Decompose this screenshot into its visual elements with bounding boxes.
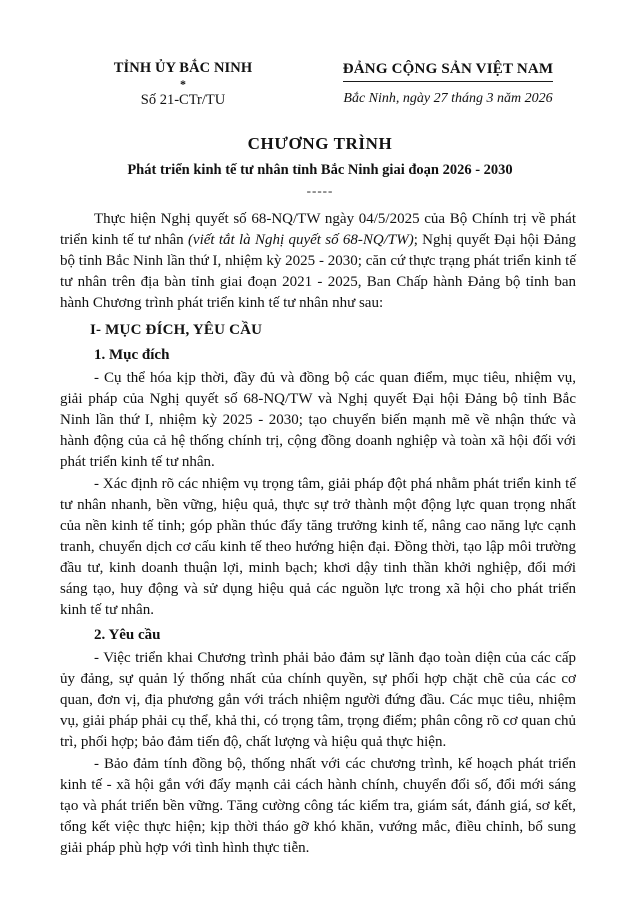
star-separator-icon: * — [180, 76, 186, 91]
national-title: ĐẢNG CỘNG SẢN VIỆT NAM — [343, 61, 554, 82]
issuing-organization: TỈNH ỦY BẮC NINH — [113, 60, 253, 76]
page-title: CHƯƠNG TRÌNH — [247, 134, 393, 154]
title-block — [0, 133, 640, 197]
purpose-paragraph-2: - Xác định rõ các nhiệm vụ trọng tâm, giải pháp đột phá nhằm phát triển kinh tế tư nhân nhanh, bền vững, hiệu quả, thực sự trở thành một động lực quan trọng nhất của nền kinh tế tỉnh; góp phần thúc đẩy tăng trưởng kinh tế, nâng cao năng lực cạnh tranh, chuyển dịch cơ cấu kinh tế theo hướng hiện đại. Đồng thời, tạo lập môi trường đầu tư, kinh doanh thuận lợi, minh bạch; khơi dậy tinh thần khởi nghiệp, đổi mới sáng tạo, huy động và sử dụng hiệu quả các nguồn lực trong xã hội cho phát triển kinh tế tư nhân. — [60, 476, 576, 619]
preamble-text-part-2: ; Nghị quyết Đại hội Đảng bộ tỉnh Bắc Ninh lần thứ I, nhiệm kỳ 2025 - 2030; căn cứ thực trạng phát triển kinh tế tư nhân trên địa bàn tỉnh giai đoạn 2021 - 2025, Ban Chấp hành Đảng bộ tỉnh ban hành Chương trình phát triển kinh tế tư nhân như sau: — [60, 232, 577, 312]
preamble-text-part-1: Thực hiện Nghị quyết số 68-NQ/TW ngày 04/5/2025 của Bộ Chính trị về phát triển kinh tế tư nhân — [60, 211, 576, 249]
subsection-heading-purpose: 1. Mục đích — [94, 347, 170, 364]
requirement-paragraph-1: - Việc triển khai Chương trình phải bảo đảm sự lãnh đạo toàn diện của các cấp ủy đảng, sự quản lý thống nhất của chính quyền, sự phối hợp chặt chẽ của các cơ quan, đơn vị, địa phương gắn với trách nhiệm người đứng đầu. Các mục tiêu, nhiệm vụ, giải pháp phải cụ thể, khả thi, có trọng tâm, trọng điểm; phân công rõ cơ quan chủ trì, phối hợp; bảo đảm tiến độ, chất lượng và hiệu quả thực hiện. — [60, 650, 576, 751]
document-header — [0, 0, 640, 109]
title-divider: ----- — [306, 183, 334, 199]
requirement-paragraph-2: - Bảo đảm tính đồng bộ, thống nhất với các chương trình, kế hoạch phát triển kinh tế - xã hội gắn với đẩy mạnh cải cách hành chính, chuyển đổi số, đổi mới sáng tạo và phát triển bền vững. Tăng cường công tác kiểm tra, giám sát, đánh giá, sơ kết, tổng kết việc thực hiện; kịp thời tháo gỡ khó khăn, vướng mắc, điều chỉnh, bổ sung giải pháp phù hợp với tình hình thực tiễn. — [60, 756, 576, 857]
document-number: Số 21-CTr/TU — [140, 91, 226, 108]
subsection-heading-requirements: 2. Yêu cầu — [94, 627, 161, 644]
purpose-paragraph-1: - Cụ thể hóa kịp thời, đầy đủ và đồng bộ các quan điểm, mục tiêu, nhiệm vụ, giải pháp của Nghị quyết số 68-NQ/TW và Nghị quyết Đại hội Đảng bộ tỉnh Bắc Ninh lần thứ I, nhiệm kỳ 2025 - 2030; tạo chuyển biến mạnh mẽ về nhận thức và hành động của cả hệ thống chính trị, cộng đồng doanh nghiệp và toàn xã hội đối với phát triển kinh tế tư nhân. — [60, 370, 576, 471]
document-body — [0, 209, 640, 859]
page-subtitle: Phát triển kinh tế tư nhân tỉnh Bắc Ninh giai đoạn 2026 - 2030 — [127, 162, 513, 179]
section-heading-i: I- MỤC ĐÍCH, YÊU CẦU — [90, 322, 263, 339]
preamble-paragraph — [60, 209, 576, 314]
place-and-date: Bắc Ninh, ngày 27 tháng 3 năm 2026 — [343, 91, 553, 107]
header-left-block — [58, 60, 308, 109]
header-right-block — [308, 60, 582, 108]
preamble-abbreviation-note: (viết tắt là Nghị quyết số 68-NQ/TW) — [187, 232, 414, 249]
